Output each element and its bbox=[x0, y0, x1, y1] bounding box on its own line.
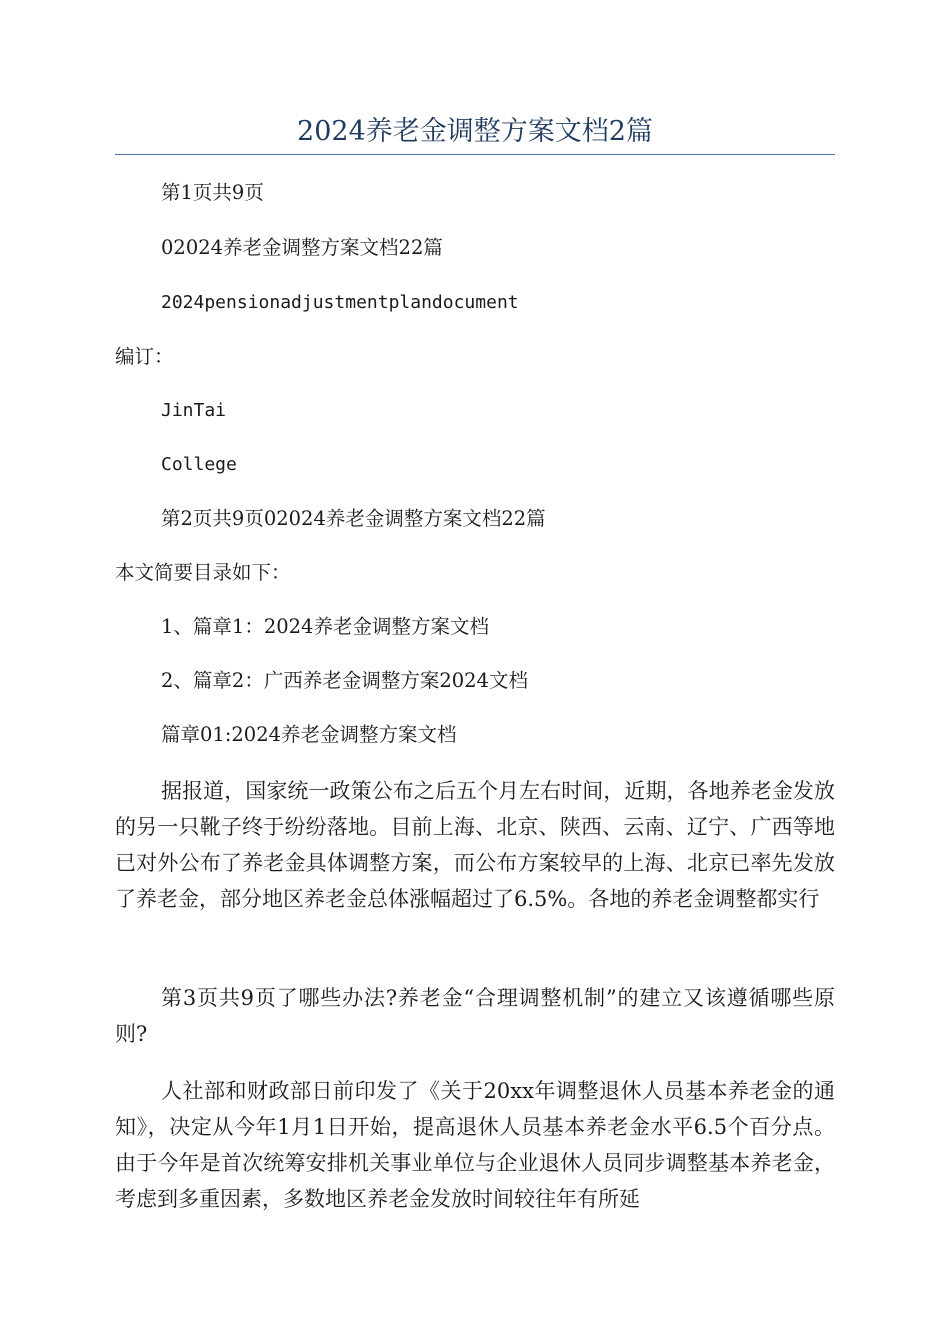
body-paragraph: 第3页共9页了哪些办法?养老金“合理调整机制”的建立又该遵循哪些原则? bbox=[115, 986, 835, 1046]
toc-heading: 本文简要目录如下： bbox=[115, 561, 291, 584]
body-paragraph: 据报道，国家统一政策公布之后五个月左右时间，近期，各地养老金发放的另一只靴子终于纷纷落地。目前上海、北京、陕西、云南、辽宁、广西等地已对外公布了养老金具体调整方案，而公布方案较早的上海、北京已率先发放了养老金，部分地区养老金总体涨幅超过了6.5%。各地的养老金调整都实行 bbox=[115, 779, 835, 911]
toc-item: 2、篇章2：广西养老金调整方案2024文档 bbox=[161, 669, 528, 692]
editor-label: 编订： bbox=[115, 345, 174, 368]
document-title: 2024养老金调整方案文档2篇 bbox=[297, 116, 653, 147]
page-mark-2: 第2页共9页02024养老金调整方案文档22篇 bbox=[161, 507, 546, 530]
editor-line-1: JinTai bbox=[161, 400, 227, 421]
title-underline bbox=[115, 154, 835, 155]
editor-line-2: College bbox=[161, 454, 237, 475]
toc-item: 1、篇章1：2024养老金调整方案文档 bbox=[161, 615, 489, 638]
subtitle-en: 2024pensionadjustmentplandocument bbox=[161, 292, 519, 313]
body-paragraph: 人社部和财政部日前印发了《关于20xx年调整退休人员基本养老金的通知》，决定从今年1月1日开始，提高退休人员基本养老金水平6.5个百分点。由于今年是首次统筹安排机关事业单位与企业退休人员同步调整基本养老金，考虑到多重因素，多数地区养老金发放时间较往年有所延 bbox=[115, 1079, 835, 1211]
page-mark-1: 第1页共9页 bbox=[161, 181, 264, 204]
chapter-heading: 篇章01:2024养老金调整方案文档 bbox=[161, 723, 457, 746]
subtitle-cn: 02024养老金调整方案文档22篇 bbox=[161, 236, 443, 259]
